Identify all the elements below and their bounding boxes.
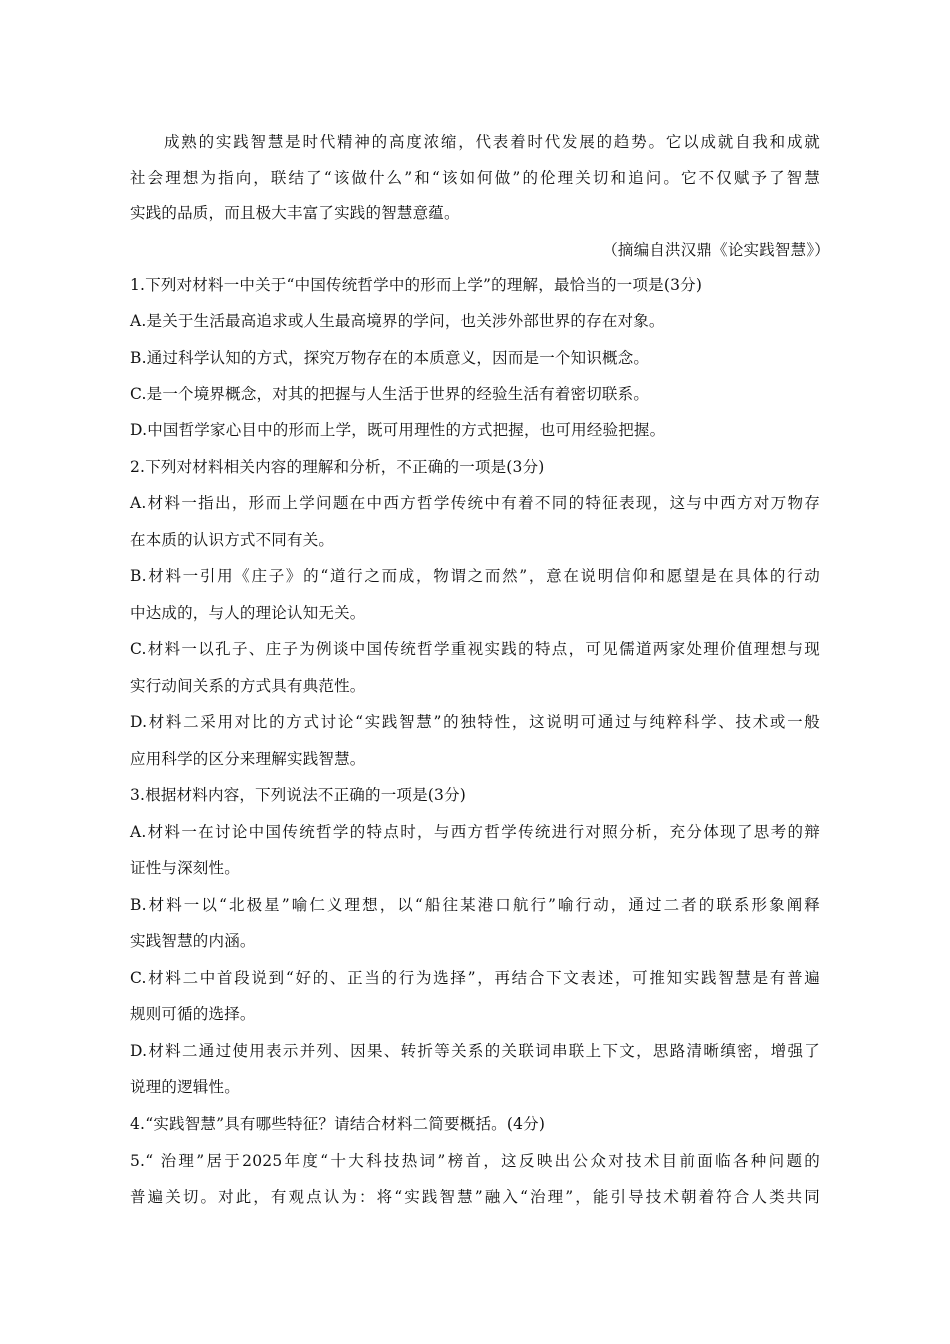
question-2-option-c-cont: 实行动间关系的方式具有典范性。 <box>130 677 366 695</box>
passage-line: 成熟的实践智慧是时代精神的高度浓缩，代表着时代发展的趋势。它以成就自我和成就 <box>164 133 820 151</box>
question-1-option-a: A.是关于生活最高追求或人生最高境界的学问，也关涉外部世界的存在对象。 <box>130 312 665 330</box>
question-3-option-b-cont: 实践智慧的内涵。 <box>130 932 256 950</box>
question-2-option-d-cont: 应用科学的区分来理解实践智慧。 <box>130 750 366 768</box>
question-3-option-c-cont: 规则可循的选择。 <box>130 1005 256 1023</box>
question-3-stem: 3.根据材料内容，下列说法不正确的一项是(3分) <box>130 786 467 804</box>
question-1-option-d: D.中国哲学家心目中的形而上学，既可用理性的方式把握，也可用经验把握。 <box>130 421 666 439</box>
question-4-stem: 4.“实践智慧”具有哪些特征？请结合材料二简要概括。(4分) <box>130 1115 546 1133</box>
question-2-option-a-cont: 在本质的认识方式不同有关。 <box>130 531 335 549</box>
source-citation: （摘编自洪汉鼎《论实践智慧》） <box>602 241 830 259</box>
question-3-option-d: D.材料二通过使用表示并列、因果、转折等关系的关联词串联上下文，思路清晰缜密，增强了 <box>130 1042 820 1060</box>
question-1-stem: 1.下列对材料一中关于“中国传统哲学中的形而上学”的理解，最恰当的一项是(3分) <box>130 276 703 294</box>
question-3-option-b: B.材料一以“北极星”喻仁义理想，以“船往某港口航行”喻行动，通过二者的联系形象阐释 <box>130 896 820 914</box>
question-3-option-c: C.材料二中首段说到“好的、正当的行为选择”，再结合下文表述，可推知实践智慧是有普遍 <box>130 969 820 987</box>
question-1-option-b: B.通过科学认知的方式，探究万物存在的本质意义，因而是一个知识概念。 <box>130 349 650 367</box>
question-1-option-c: C.是一个境界概念，对其的把握与人生活于世界的经验生活有着密切联系。 <box>130 385 650 403</box>
question-3-option-a: A.材料一在讨论中国传统哲学的特点时，与西方哲学传统进行对照分析，充分体现了思考的辩 <box>130 823 820 841</box>
question-3-option-d-cont: 说理的逻辑性。 <box>130 1078 240 1096</box>
question-2-option-b-cont: 中达成的，与人的理论认知无关。 <box>130 604 366 622</box>
passage-line: 社会理想为指向，联结了“该做什么”和“该如何做”的伦理关切和追问。它不仅赋予了智慧 <box>130 169 820 187</box>
question-3-option-a-cont: 证性与深刻性。 <box>130 859 240 877</box>
question-5-line: 普遍关切。对此，有观点认为：将“实践智慧”融入“治理”，能引导技术朝着符合人类共同 <box>130 1188 820 1206</box>
question-5-line: 5.“ 治理”居于2025年度“十大科技热词”榜首，这反映出公众对技术目前面临各种问题的 <box>130 1152 820 1170</box>
question-2-option-c: C.材料一以孔子、庄子为例谈中国传统哲学重视实践的特点，可见儒道两家处理价值理想与现 <box>130 640 820 658</box>
question-2-option-a: A.材料一指出，形而上学问题在中西方哲学传统中有着不同的特征表现，这与中西方对万物存 <box>130 494 820 512</box>
question-2-stem: 2.下列对材料相关内容的理解和分析，不正确的一项是(3分) <box>130 458 545 476</box>
passage-line: 实践的品质，而且极大丰富了实践的智慧意蕴。 <box>130 204 460 222</box>
question-2-option-b: B.材料一引用《庄子》的“道行之而成，物谓之而然”，意在说明信仰和愿望是在具体的行动 <box>130 567 820 585</box>
question-2-option-d: D.材料二采用对比的方式讨论“实践智慧”的独特性，这说明可通过与纯粹科学、技术或一般 <box>130 713 820 731</box>
